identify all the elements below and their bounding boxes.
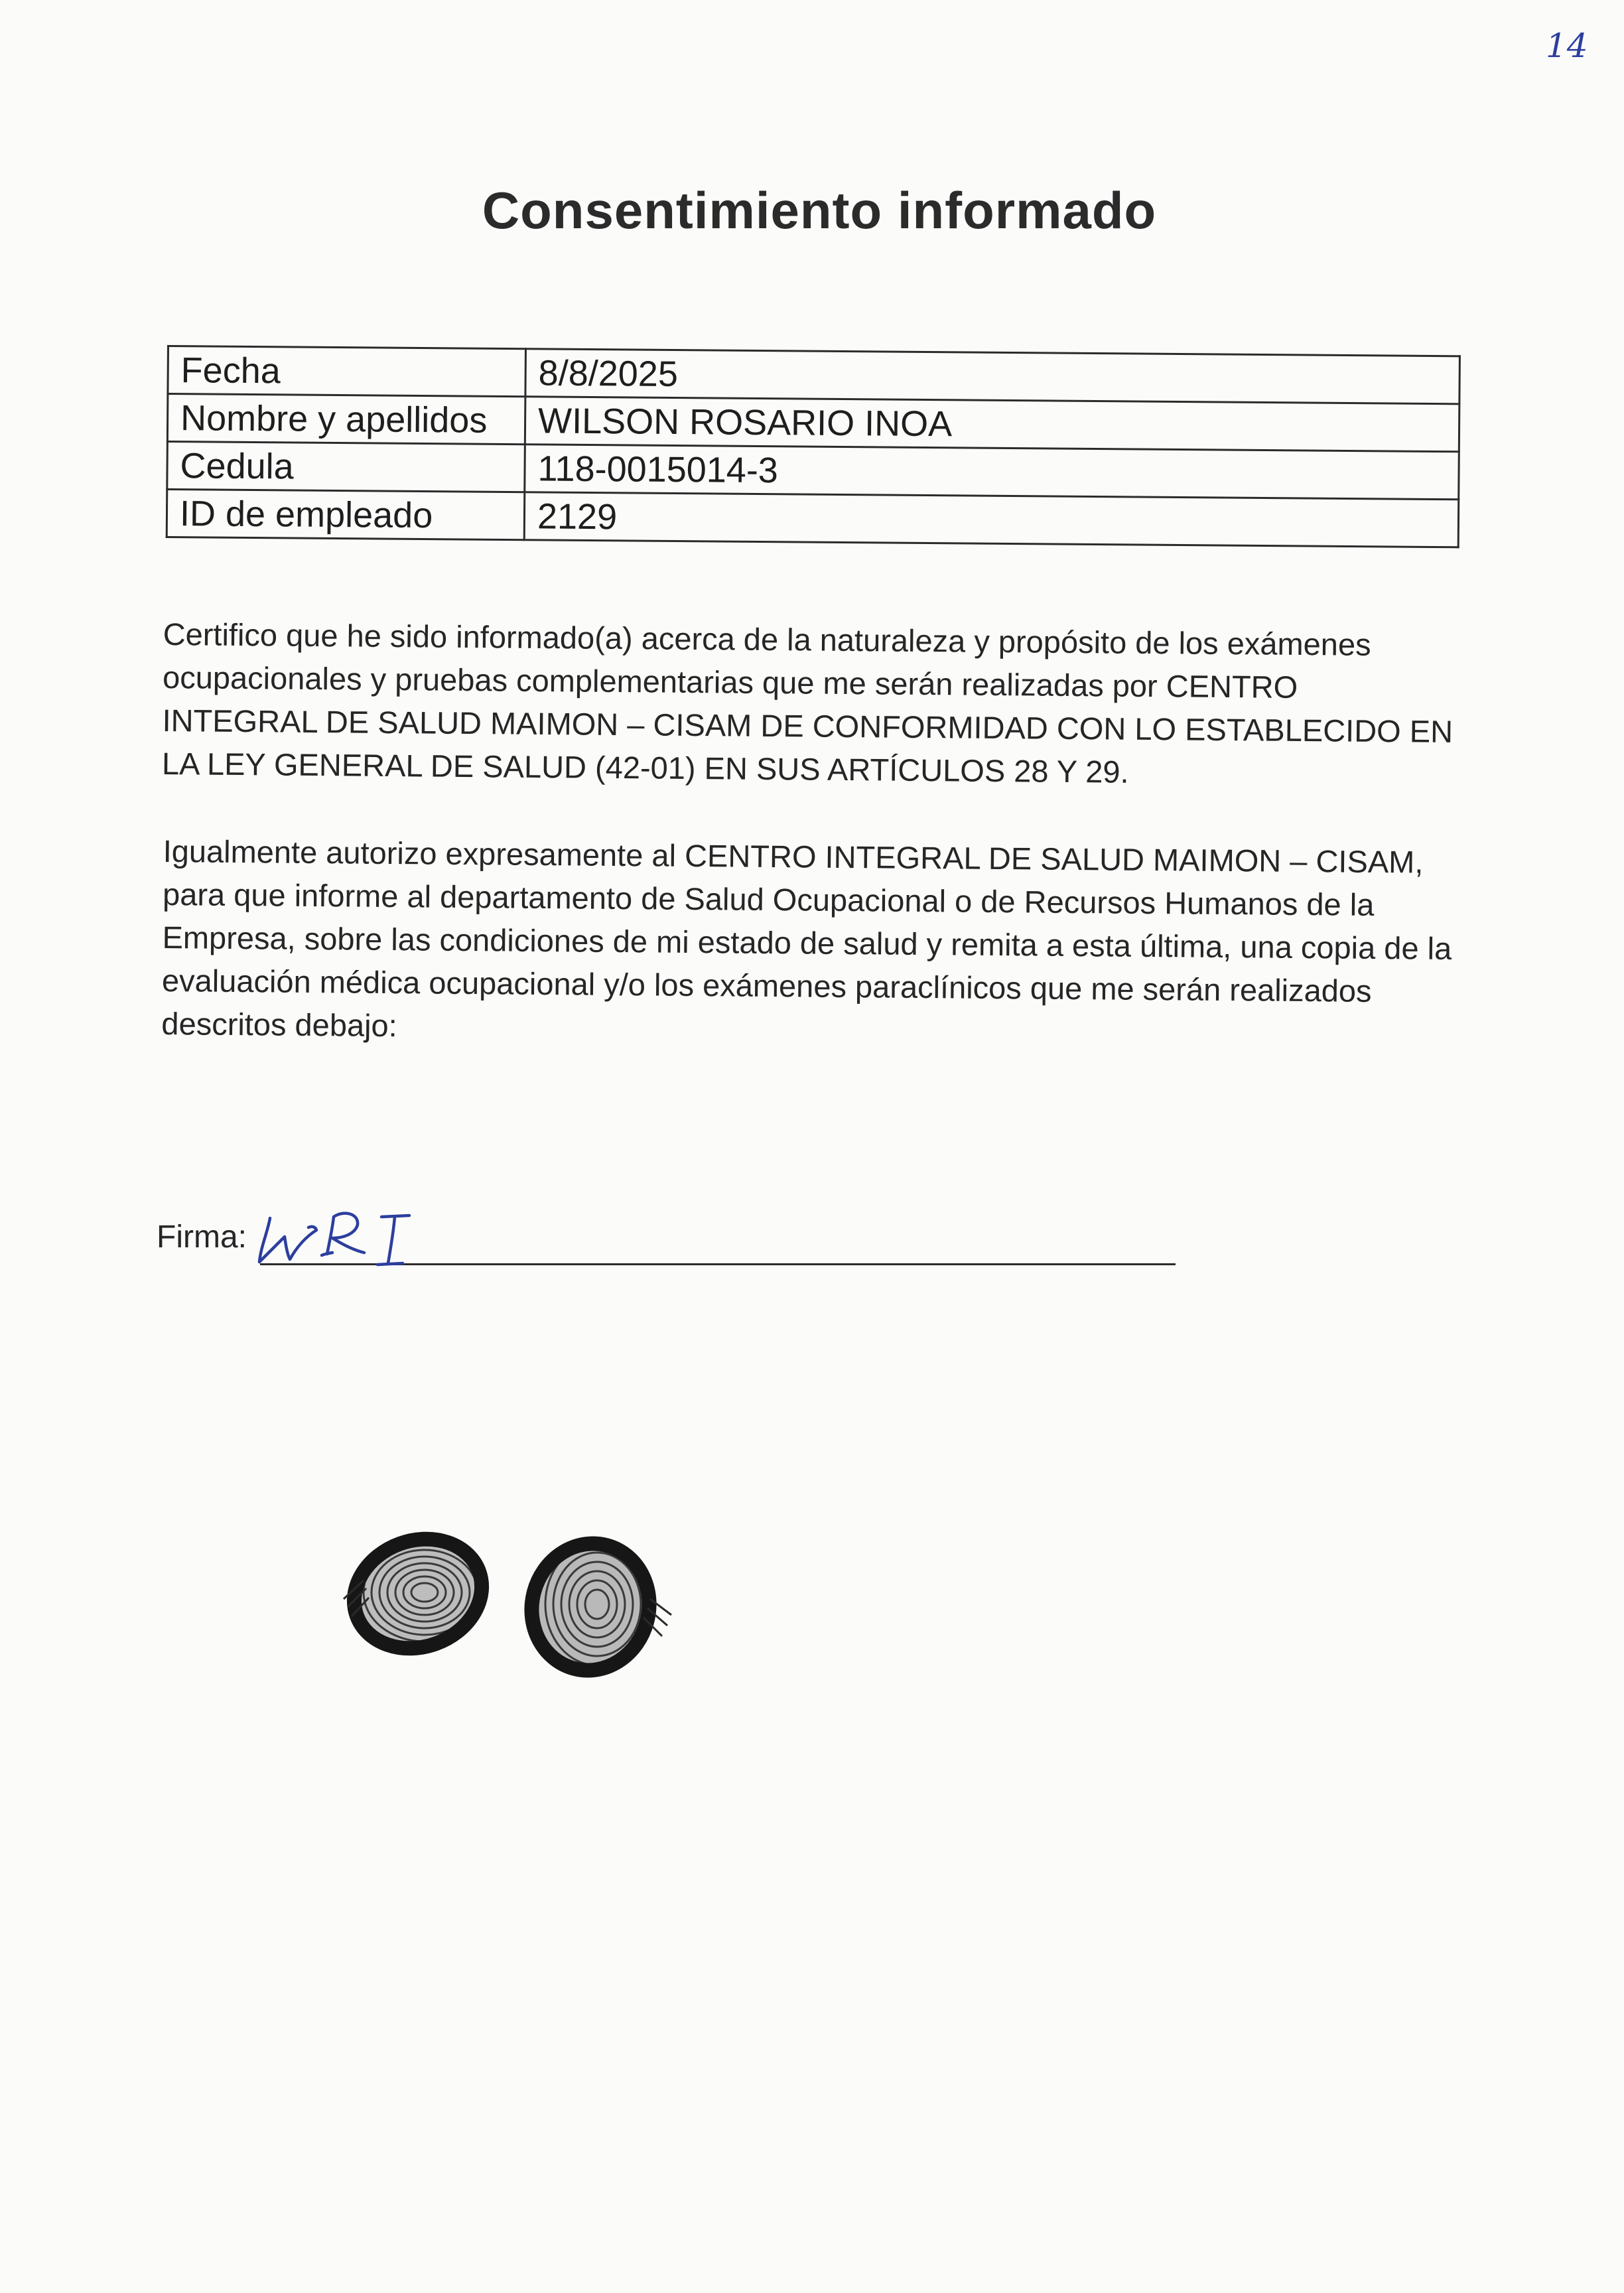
page-number: 14 (1546, 27, 1588, 65)
cedula-label: Cedula (167, 442, 525, 492)
nombre-label: Nombre y apellidos (167, 394, 525, 445)
handwritten-signature (255, 1206, 415, 1273)
document-title: Consentimiento informado (482, 181, 1157, 240)
signature-label: Firma: (157, 1219, 247, 1255)
cedula-value: 118-0015014-3 (525, 445, 1459, 500)
table-row (167, 490, 1459, 547)
info-table (166, 345, 1461, 548)
fecha-value: 8/8/2025 (525, 349, 1460, 404)
left-thumbprint (332, 1519, 504, 1672)
authorization-paragraph: Igualmente autorizo expresamente al CENTRO INTEGRAL DE SALUD MAIMON – CISAM, para que informe al departamento de Salud Ocupacional o de Recursos Humanos de la Empresa, sobre las condiciones de mi estado de salud y remita a esta última, una copia de la evaluación médica ocupacional y/o los exámenes paraclínicos que me serán realizados descritos debajo: (161, 833, 1452, 1044)
employee-id-value: 2129 (524, 492, 1459, 547)
certification-paragraph: Certifico que he sido informado(a) acerca de la naturaleza y propósito de los exámenes ocupacionales y pruebas complementarias que me serán realizadas por CENTRO INTEGRAL DE SALUD MAIMON – CISAM DE CONFORMIDAD CON LO ESTABLECIDO EN LA LEY GENERAL DE SALUD (42-01) EN SUS ARTÍCULOS 28 Y 29. (161, 616, 1454, 790)
employee-id-label: ID de empleado (167, 490, 525, 540)
right-thumbprint (517, 1526, 690, 1685)
nombre-value: WILSON ROSARIO INOA (525, 397, 1459, 452)
fecha-label: Fecha (168, 346, 526, 397)
